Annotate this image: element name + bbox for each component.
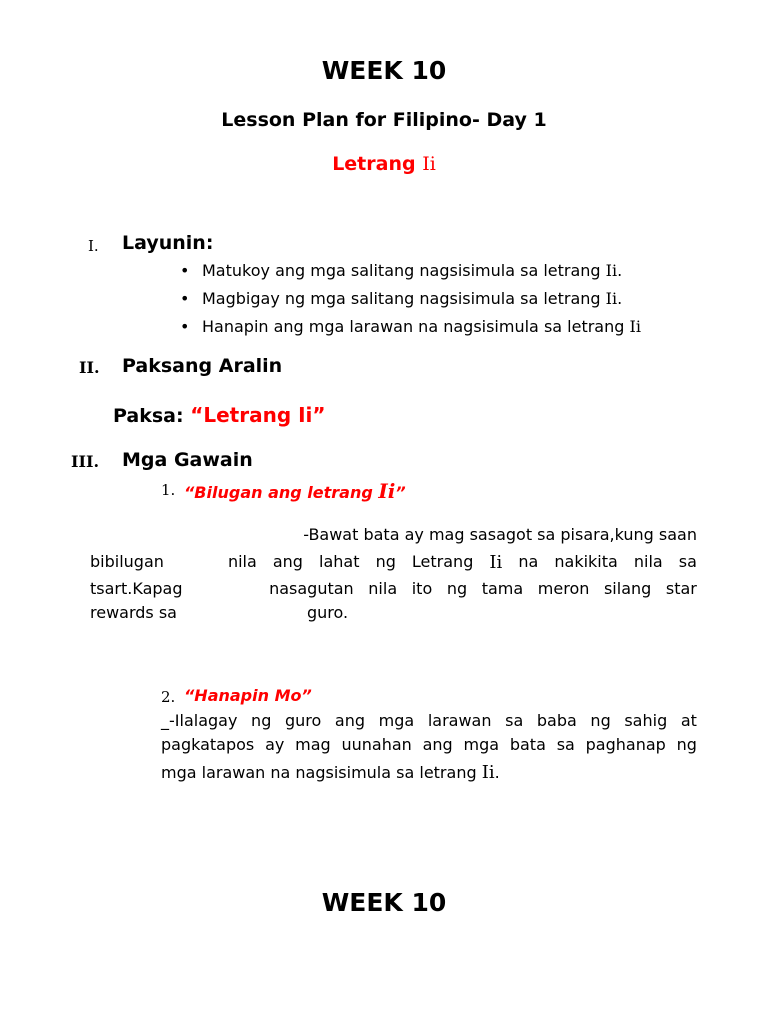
activity-1-title: “Bilugan ang letrang Ii” (184, 479, 406, 503)
activity-2-number: 2. (161, 688, 176, 706)
activity-2-title: “Hanapin Mo” (184, 686, 312, 705)
section-1-heading: Layunin: (122, 232, 214, 254)
section-1-numeral: I. (88, 237, 99, 255)
section-3-numeral: III. (71, 452, 100, 471)
section-2-numeral: II. (79, 358, 100, 377)
page-title: WEEK 10 (321, 56, 447, 85)
section-2-heading: Paksang Aralin (122, 355, 283, 377)
activity-1-line-2: bibilugan nila ang lahat ng Letrang Ii na nakikita nila sa (90, 552, 697, 573)
activity-1-number: 1. (161, 481, 176, 499)
next-page-title: WEEK 10 (321, 888, 447, 917)
activity-1-line-4: rewards sa guro. (90, 603, 349, 622)
paksa-label: Paksa: (113, 405, 191, 427)
objective-item: • Matukoy ang mga salitang nagsisimula sa letrang Ii. (176, 261, 641, 289)
paksa-line (113, 403, 326, 427)
activity-2-line-2: pagkatapos ay mag uunahan ang mga bata sa paghanap ng (161, 735, 697, 754)
activity-2-line-3: mga larawan na nagsisimula sa letrang Ii. (161, 762, 500, 783)
lesson-subtitle: Lesson Plan for Filipino- Day 1 (221, 109, 547, 131)
activity-1-line-1: -Bawat bata ay mag sasagot sa pisara,kung saan (303, 525, 697, 544)
activity-1-line-3: tsart.Kapag nasagutan nila ito ng tama meron silang star (90, 579, 697, 598)
objective-item: • Hanapin ang mga larawan na nagsisimula sa letrang Ii (176, 317, 641, 345)
activity-2-line-1: _-Ilalagay ng guro ang mga larawan sa baba ng sahig at (161, 711, 697, 730)
objectives-list (176, 261, 641, 345)
topic-title (0, 153, 768, 175)
topic-letter: Ii (422, 153, 436, 175)
objective-item: • Magbigay ng mga salitang nagsisimula sa letrang Ii. (176, 289, 641, 317)
paksa-value: “Letrang Ii” (190, 403, 326, 427)
topic-title-text: Letrang (332, 153, 423, 175)
section-3-heading: Mga Gawain (122, 449, 253, 471)
